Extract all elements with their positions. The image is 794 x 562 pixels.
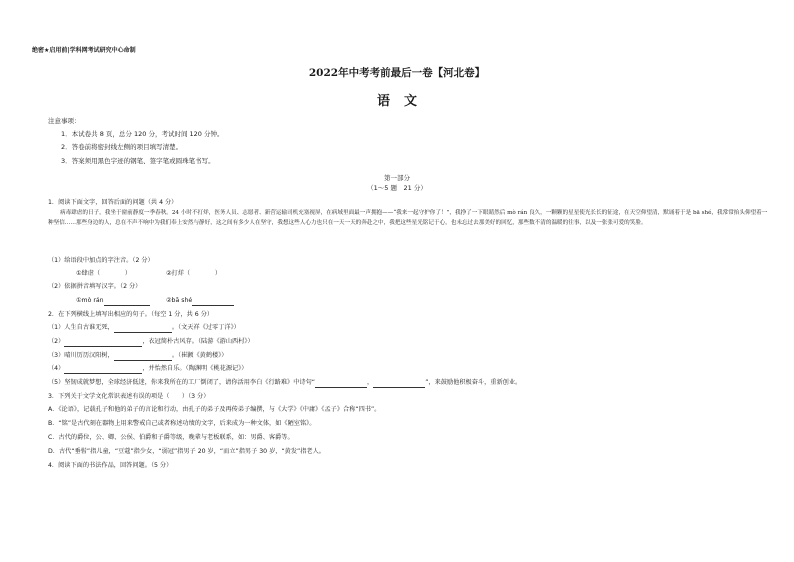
notes-heading: 注意事项： — [48, 117, 81, 125]
q1-sub2-b — [166, 296, 234, 306]
q2-line-3-blank[interactable] — [114, 351, 172, 361]
q1-sub1-b: ②打烊（ ） — [166, 270, 222, 277]
q2-line-2-pre: （2） — [48, 338, 65, 345]
q1-sub1-a: ①肆虐（ ） — [76, 270, 132, 277]
part-range: （1～5 题 21 分） — [367, 184, 427, 192]
q4-stem: 4．阅读下面的书法作品，回答问题。（5 分） — [48, 462, 173, 469]
q2-line-5-post: ”，来鼓励他积极奋斗，重新创业。 — [425, 379, 522, 386]
notes-item-3: 3．答案须用黑色字迹的钢笔、签字笔或圆珠笔书写。 — [61, 157, 215, 165]
q1-sub2-a-label: ①mò rán — [76, 297, 104, 304]
q2-line-1-blank[interactable] — [114, 323, 172, 333]
q2-line-4-post: ，并怡然自乐。（陶渊明《桃花源记》） — [142, 365, 248, 372]
q2-line-2 — [48, 337, 254, 347]
q1-sub2-a — [76, 296, 150, 306]
q1-sub2-b-label: ②bā shé — [166, 297, 193, 304]
q3-option-b[interactable]: B．“铭”是古代刻在器物上用来警戒自己或者称述功绩的文字，后来成为一种文体，如《陋室铭》。 — [48, 420, 316, 427]
q3-stem: 3．下列关于文学文化常识表述有误的项是（ ）（3 分） — [48, 393, 210, 400]
q1-sub2: （2）依据拼音填写汉字。（2 分） — [48, 283, 142, 290]
q2-line-2-post: ，衣冠简朴古风存。（陆游《游山西村》） — [142, 338, 254, 345]
q3-option-d[interactable]: D．古代“垂髫”指儿童，“豆蔻”指少女，“弱冠”指男子 20 岁，“而立”指男子 30 岁，“黄发”指老人。 — [48, 448, 325, 455]
q1-sub2-b-blank[interactable] — [192, 296, 234, 306]
secret-mark: 绝密★启用前|学科网考试研究中心命制 — [32, 47, 136, 54]
q2-line-5-blank-1[interactable] — [315, 378, 367, 388]
q2-line-5-pre: （5）坚韧成就梦想，全球经济低迷，你来我所在的工厂倒闭了，请你活用李白《行路难》中诗句“ — [48, 379, 316, 386]
q1-passage: 病毒肆虐的日子，我坐于窗前静度一季春秋。24 小时不打烊，医务人员、志愿者、新营运输司机充塞视屏，在病域里面最一声拥抱——“我来一起守护你了！”，我挣了一下眼睛然后 mò rán 良久，一颗颗的星星使光长长的征途，在天空仰望清，默诵着于是 bā shé，我常常抬头仰望着一种坚信……那些身边的人，总在不声不响中为我们奉上安然与静好，这之间有多少人在坚守，我想这些人心力也只在一天一天的奔赴之中，我把这些星光铭记于心，也未忘过去那美好的回忆，那些数不清的温暖的往事，以及一张张可爱的笑脸。 — [48, 210, 768, 226]
notes-item-2: 2．答卷前将密封线左侧的项目填写清楚。 — [61, 143, 183, 151]
q3-option-c[interactable]: C．古代的爵位，公、卿、公侯、伯爵和子爵等级，晚辈与老板联系，如：男爵、客爵等。 — [48, 434, 294, 441]
q2-line-3 — [48, 351, 228, 361]
notes-item-1: 1．本试卷共 8 页，总分 120 分，考试时间 120 分钟。 — [61, 130, 224, 138]
q2-line-5 — [48, 378, 521, 388]
q2-line-1-post: 。（文天祥《过零丁洋》） — [171, 324, 240, 331]
q2-line-3-pre: （3）晴川历历汉阳树， — [48, 352, 114, 359]
q1-stem: 1．阅读下面文字，回答后面的问题（共 4 分） — [48, 199, 178, 206]
q2-line-4-blank[interactable] — [64, 364, 142, 374]
subject-title: 语文 — [376, 94, 431, 109]
q2-line-3-post: 。（崔颢《黄鹤楼》） — [171, 352, 228, 359]
q2-line-5-blank-2[interactable] — [373, 378, 425, 388]
exam-title: 2022年中考考前最后一卷【河北卷】 — [308, 67, 486, 79]
q2-stem: 2．在下列横线上填写出相应的句子。（每空 1 分，共 6 分） — [48, 311, 214, 318]
q1-sub1: （1）给语段中加点的字注音。（2 分） — [48, 257, 154, 264]
part-label: 第一部分 — [384, 174, 410, 182]
q1-sub2-a-blank[interactable] — [104, 296, 150, 306]
q2-line-1 — [48, 323, 240, 333]
q2-line-1-pre: （1）人生自古谁无死， — [48, 324, 114, 331]
q2-line-5-mid: ， — [367, 379, 374, 386]
q2-line-4-pre: （4） — [48, 365, 65, 372]
q2-line-2-blank[interactable] — [64, 337, 142, 347]
q2-line-4 — [48, 364, 248, 374]
q3-option-a[interactable]: A．《论语》，记载孔子和他的弟子的言论和行动，由孔子的弟子及再传弟子编撰，与《大学》《中庸》《孟子》合称“四书”。 — [48, 406, 381, 413]
